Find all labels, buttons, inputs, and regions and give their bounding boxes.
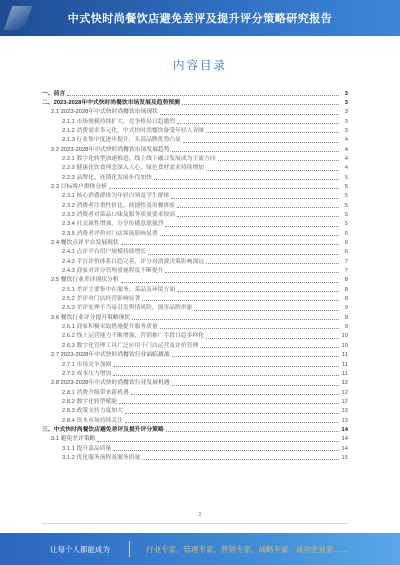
toc-entry-text: 2.1.1 市场规模持续扩大，竞争格局日趋激烈	[62, 118, 176, 125]
toc-entry[interactable]	[42, 312, 348, 321]
toc-leader-dots	[113, 449, 339, 451]
toc-entry[interactable]	[42, 266, 348, 275]
toc-entry[interactable]	[42, 387, 348, 396]
toc-entry[interactable]	[42, 443, 348, 452]
toc-entry[interactable]	[42, 116, 348, 125]
toc-entry[interactable]	[42, 172, 348, 181]
toc-page-number: 14	[341, 426, 348, 433]
toc-entry-text: 2.6 餐饮行业评分提升策略现状	[51, 314, 131, 321]
toc-page-number: 7	[344, 268, 348, 275]
toc-entry[interactable]	[42, 88, 348, 97]
toc-page-number: 8	[344, 296, 348, 303]
toc-leader-dots	[172, 355, 339, 357]
toc-entry[interactable]	[42, 434, 348, 443]
toc-leader-dots	[171, 197, 339, 199]
toc-entry-text: 2.5.2 差评对门店经营影响显著	[62, 296, 141, 303]
toc-page-number: 6	[344, 230, 348, 237]
toc-leader-dots	[125, 421, 339, 423]
toc-page-number: 10	[341, 333, 348, 340]
toc-leader-dots	[166, 430, 339, 432]
page-number: 2	[198, 512, 202, 518]
toc-entry[interactable]	[42, 107, 348, 116]
toc-entry[interactable]	[42, 97, 348, 106]
toc-leader-dots	[182, 103, 339, 105]
toc-entry[interactable]	[42, 200, 348, 209]
toc-entry-text: 2.3.2 消费者注重性价比、便捷性及用餐体验	[62, 202, 176, 209]
toc-entry[interactable]	[42, 238, 348, 247]
toc-leader-dots	[109, 187, 339, 189]
toc-entry[interactable]	[42, 125, 348, 134]
toc-leader-dots	[132, 318, 339, 320]
footer-slogan-right: 行业专家、管理专家、营销专家、战略专家、成功企业家……	[146, 545, 349, 554]
toc-page-number: 12	[341, 389, 348, 396]
toc-page-number: 4	[344, 155, 348, 162]
toc-entry[interactable]	[42, 181, 348, 190]
toc-leader-dots	[177, 215, 339, 217]
toc-page-number: 12	[341, 380, 348, 387]
toc-leader-dots	[160, 113, 339, 115]
footer-divider	[129, 541, 130, 557]
table-of-contents	[42, 88, 348, 462]
toc-page-number: 4	[344, 137, 348, 144]
toc-entry-text: 2.2.3 品牌化、连锁化发展步伐加快	[62, 174, 152, 181]
toc-leader-dots	[67, 94, 339, 96]
toc-page-number: 5	[344, 212, 348, 219]
toc-entry-text: 3.1.2 优化服务流程及服务质量	[62, 454, 141, 461]
toc-entry[interactable]	[42, 219, 348, 228]
toc-leader-dots	[177, 290, 339, 292]
toc-page-number: 5	[344, 183, 348, 190]
toc-leader-dots	[119, 402, 339, 404]
toc-entry-text: 2.8.1 消费升级带来新机遇	[62, 389, 129, 396]
toc-page-number: 5	[344, 174, 348, 181]
toc-page-number: 8	[344, 277, 348, 284]
toc-leader-dots	[113, 374, 339, 376]
toc-leader-dots	[154, 178, 339, 180]
toc-page-number: 8	[344, 286, 348, 293]
toc-page-number: 9	[344, 314, 348, 321]
toc-leader-dots	[113, 365, 339, 367]
toc-entry[interactable]	[42, 378, 348, 387]
toc-leader-dots	[194, 309, 339, 311]
toc-entry-text: 2.5 餐饮行业差评现状分析	[51, 277, 119, 284]
toc-page-number: 13	[341, 417, 348, 424]
toc-entry[interactable]	[42, 247, 348, 256]
toc-leader-dots	[160, 327, 339, 329]
toc-entry[interactable]	[42, 322, 348, 331]
toc-entry[interactable]	[42, 163, 348, 172]
toc-entry-text: 2.3.4 社交属性增强，分享传播意愿强烈	[62, 221, 164, 228]
toc-entry[interactable]	[42, 294, 348, 303]
toc-entry-text: 2.8.3 政策支持力度加大	[62, 408, 123, 415]
toc-entry-text: 2.7 2023-2028年中式快时尚餐饮行业面临挑战	[51, 352, 170, 359]
toc-entry-text: 2.3 目标客户群体分析	[51, 183, 108, 190]
toc-entry[interactable]	[42, 275, 348, 284]
toc-page-number: 3	[344, 99, 348, 106]
toc-entry[interactable]	[42, 415, 348, 424]
toc-entry-text: 2.6.3 数字化管理工具广泛应用于门店运营及评价管理	[62, 342, 199, 349]
toc-leader-dots	[177, 122, 339, 124]
toc-entry[interactable]	[42, 191, 348, 200]
toc-page-number: 6	[344, 240, 348, 247]
toc-leader-dots	[131, 393, 339, 395]
toc-entry-text: 2.2.1 数字化转型加速推进，线上线下融合发展成为主流方向	[62, 155, 216, 162]
toc-leader-dots	[165, 271, 339, 273]
toc-entry-text: 2.5.1 差评主要集中在服务、菜品及环境方面	[62, 286, 176, 293]
toc-page-number: 14	[341, 445, 348, 452]
toc-page-number: 6	[344, 249, 348, 256]
toc-entry-text: 3.1.1 提升菜品质量	[62, 445, 112, 452]
footer-banner	[0, 533, 400, 565]
toc-leader-dots	[177, 206, 339, 208]
toc-page-number: 15	[341, 454, 348, 461]
toc-page-number: 7	[344, 258, 348, 265]
toc-leader-dots	[200, 346, 339, 348]
toc-leader-dots	[206, 169, 339, 171]
toc-leader-dots	[160, 234, 339, 236]
toc-entry-text: 2.4.3 商家对评分管理重视程度不断提升	[62, 268, 164, 275]
toc-entry[interactable]	[42, 284, 348, 293]
toc-entry-text: 2.8.2 数字化转型赋能	[62, 398, 118, 405]
toc-entry[interactable]	[42, 135, 348, 144]
toc-leader-dots	[183, 141, 339, 143]
toc-leader-dots	[142, 299, 339, 301]
toc-entry[interactable]	[42, 228, 348, 237]
toc-entry-text: 2.4.1 点评平台用户规模持续增长	[62, 249, 147, 256]
toc-leader-dots	[172, 150, 339, 152]
toc-page-number: 3	[344, 127, 348, 134]
toc-page-number: 14	[341, 436, 348, 443]
toc-entry-text: 一、前言	[42, 90, 66, 97]
toc-entry[interactable]	[42, 303, 348, 312]
toc-page-number: 11	[341, 370, 348, 377]
toc-entry[interactable]	[42, 256, 348, 265]
toc-leader-dots	[206, 131, 339, 133]
toc-page-number: 11	[341, 352, 348, 359]
toc-entry[interactable]	[42, 359, 348, 368]
toc-entry-text: 2.2.2 健康化饮食理念深入人心，绿色食材需求持续增加	[62, 165, 205, 172]
toc-page-number: 5	[344, 202, 348, 209]
toc-entry-text: 2.8 2023-2028年中式快时尚餐饮行业发展机遇	[51, 380, 170, 387]
toc-entry-text: 2.5.3 差评处理不当易引发舆情风险，损害品牌形象	[62, 305, 193, 312]
toc-entry-text: 2.7.1 市场竞争加剧	[62, 361, 112, 368]
toc-entry[interactable]	[42, 424, 348, 433]
toc-leader-dots	[218, 159, 339, 161]
toc-page-number: 9	[344, 324, 348, 331]
toc-entry-text: 2.4.2 平台评价体系日趋完善，评分对消费决策影响深远	[62, 258, 205, 265]
toc-entry[interactable]	[42, 452, 348, 461]
toc-page-number: 10	[341, 342, 348, 349]
toc-entry[interactable]	[42, 331, 348, 340]
toc-leader-dots	[142, 458, 339, 460]
toc-entry-text: 2.3.1 核心消费群体为年轻白领及学生群体	[62, 193, 170, 200]
page-rule-divider	[42, 523, 348, 524]
toc-entry-text: 2.1 2023-2028年中式快时尚餐饮市场现状	[51, 109, 158, 116]
toc-page-number: 11	[341, 361, 348, 368]
toc-entry-text: 2.6.2 线上运营能力不断增强，营销推广手段日趋多样化	[62, 333, 205, 340]
toc-page-number: 3	[344, 109, 348, 116]
toc-entry[interactable]	[42, 368, 348, 377]
report-title: 中式快时尚餐饮店避免差评及提升评分策略研究报告	[67, 13, 333, 25]
toc-entry-text: 2.3.5 消费者评价对门店客流影响显著	[62, 230, 158, 237]
toc-leader-dots	[172, 384, 339, 386]
toc-page-number: 4	[344, 165, 348, 172]
toc-leader-dots	[125, 412, 339, 414]
toc-entry[interactable]	[42, 144, 348, 153]
toc-entry[interactable]	[42, 396, 348, 405]
toc-leader-dots	[206, 337, 339, 339]
toc-leader-dots	[148, 253, 339, 255]
toc-page-number: 3	[344, 90, 348, 97]
toc-heading: 内容目录	[173, 60, 227, 72]
toc-entry[interactable]	[42, 406, 348, 415]
toc-leader-dots	[121, 281, 339, 283]
toc-entry-text: 2.1.2 消费需求多元化，中式快时尚餐饮备受年轻人青睐	[62, 127, 205, 134]
toc-entry-text: 2.8.4 资本市场持续关注	[62, 417, 123, 424]
toc-entry-text: 2.2 2023-2028年中式快时尚餐饮市场发展趋势	[51, 146, 170, 153]
toc-page-number: 3	[344, 118, 348, 125]
toc-entry-text: 2.3.3 消费者对菜品口味及服务质量要求较高	[62, 212, 176, 219]
toc-entry[interactable]	[42, 153, 348, 162]
toc-page-number: 5	[344, 221, 348, 228]
header-banner	[0, 0, 400, 36]
toc-page-number: 13	[341, 408, 348, 415]
toc-entry-text: 3.1 避免差评策略	[51, 436, 96, 443]
toc-page-number: 5	[344, 193, 348, 200]
toc-page-number: 12	[341, 398, 348, 405]
toc-entry-text: 二、2023-2028年中式快时尚餐饮市场发展及趋势预测	[42, 99, 180, 106]
toc-entry[interactable]	[42, 350, 348, 359]
toc-leader-dots	[165, 225, 339, 227]
toc-entry[interactable]	[42, 340, 348, 349]
toc-entry-text: 三、中式快时尚餐饮店避免差评及提升评分策略	[42, 426, 164, 433]
toc-page-number: 9	[344, 305, 348, 312]
toc-entry-text: 2.7.2 成本压力增加	[62, 370, 112, 377]
toc-entry-text: 2.6.1 商家积极采取措施提升服务质量	[62, 324, 158, 331]
toc-leader-dots	[121, 243, 339, 245]
toc-entry-text: 2.4 餐饮点评平台发展现状	[51, 240, 119, 247]
toc-entry[interactable]	[42, 209, 348, 218]
toc-entry-text: 2.1.3 行业集中度逐步提升，头部品牌优势凸显	[62, 137, 181, 144]
toc-leader-dots	[206, 262, 339, 264]
toc-page-number: 4	[344, 146, 348, 153]
footer-slogan-left: 让每个人都能成为	[50, 545, 110, 554]
toc-leader-dots	[97, 440, 339, 442]
